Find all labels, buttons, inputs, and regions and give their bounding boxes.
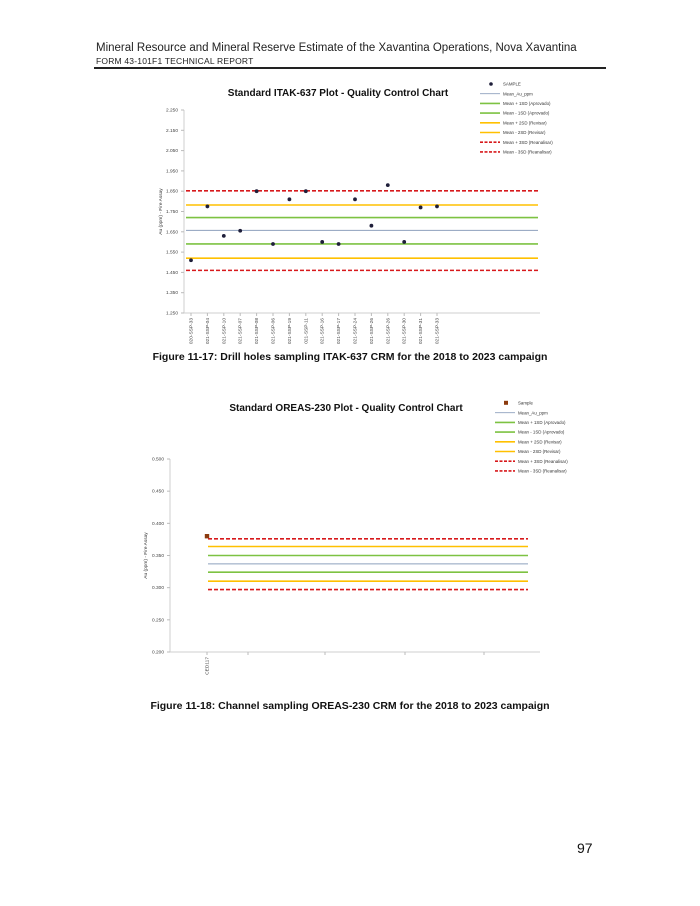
figure-11-18-caption: Figure 11-18: Channel sampling OREAS-230 CRM for the 2018 to 2023 campaign <box>150 700 550 712</box>
legend-label: Mean - 3SD (Reanalisar) <box>518 468 567 474</box>
y-tick-label: 0.250 <box>151 618 164 624</box>
x-tick-label: 021-SSP-04 <box>205 318 211 345</box>
x-tick-label: CED117 <box>205 657 211 675</box>
page-number: 97 <box>577 840 593 856</box>
y-tick-label: 1.750 <box>165 210 178 215</box>
legend-label: SAMPLE <box>503 81 521 87</box>
y-tick-label: 0.350 <box>151 554 164 559</box>
y-tick-label: 0.200 <box>151 650 164 656</box>
x-tick-label: 021-SSP-17 <box>337 318 343 345</box>
legend-label: Sample <box>518 400 533 406</box>
legend-label: Mean + 1SD (Aprovado) <box>503 101 551 106</box>
sample-point <box>205 534 209 538</box>
x-tick-label: 021-SSP-11 <box>304 318 310 344</box>
legend-label: Mean - 2SD (Revisar) <box>518 449 561 455</box>
x-tick-label: 021-SSP-08 <box>255 318 261 345</box>
legend-label: Mean - 2SD (Revisar) <box>503 130 546 136</box>
x-tick-label: 021-SSP-30 <box>402 318 408 345</box>
x-tick-label: 021-SSP-24 <box>353 318 359 345</box>
y-tick-label: 2.150 <box>165 128 178 134</box>
x-tick-label: 021-SSP-31 <box>419 318 425 345</box>
x-tick-label: 021-SSP-10 <box>222 318 228 345</box>
legend-label: Mean_Au_ppm <box>503 91 533 97</box>
report-title: Mineral Resource and Mineral Reserve Estimate of the Xavantina Operations, Nova Xavantina <box>96 42 577 54</box>
y-tick-label: 0.500 <box>151 457 164 463</box>
x-tick-label: 021-SSP-07 <box>238 318 244 345</box>
legend-label: Mean - 1SD (Aprovado) <box>503 110 550 116</box>
x-tick-label: 021-SSP-26 <box>386 318 392 345</box>
legend-label: Mean - 3SD (Reanalisar) <box>503 149 552 155</box>
chart-title: Standard ITAK-637 Plot - Quality Control Chart <box>227 88 449 99</box>
x-tick-label: 021-SSP-19 <box>287 318 293 345</box>
legend-label: Mean + 2SD (Revisar) <box>518 439 562 445</box>
x-tick-label: 021-SSP-26 <box>369 318 375 345</box>
y-tick-label: 1.850 <box>165 189 178 195</box>
legend-label: Mean + 1SD (Aprovado) <box>518 420 566 425</box>
report-subtitle: FORM 43-101F1 TECHNICAL REPORT <box>96 56 254 66</box>
legend-label: Mean + 3SD (Reanalisar) <box>503 139 553 145</box>
figure-11-17-caption: Figure 11-17: Drill holes sampling ITAK-637 CRM for the 2018 to 2023 campaign <box>152 351 548 363</box>
y-tick-label: 2.050 <box>165 149 178 155</box>
legend-label: Mean - 1SD (Aprovado) <box>518 429 565 435</box>
y-tick-label: 2.250 <box>165 108 178 114</box>
y-tick-label: 0.450 <box>151 489 164 495</box>
legend-label: Mean + 2SD (Revisar) <box>503 120 547 126</box>
y-axis-label: Au (ppm) - Fire Assay <box>144 532 149 579</box>
y-tick-label: 1.950 <box>165 169 178 175</box>
y-tick-label: 0.400 <box>151 521 164 527</box>
x-tick-label: 020-SSP-33 <box>189 318 195 345</box>
chart-title: Standard OREAS-230 Plot - Quality Control Chart <box>229 403 463 414</box>
y-tick-label: 1.250 <box>165 311 178 317</box>
x-tick-label: 021-SSP-06 <box>271 318 277 345</box>
x-tick-label: 021-SSP-16 <box>320 318 326 345</box>
x-tick-label: 021-SSP-33 <box>435 318 441 345</box>
y-tick-label: 1.450 <box>165 270 178 276</box>
y-tick-label: 1.650 <box>165 230 178 236</box>
y-tick-label: 1.550 <box>165 250 178 256</box>
legend-label: Mean_Au_ppm <box>518 410 548 416</box>
y-axis-label: Au (ppm) - Fire Assay <box>159 188 164 235</box>
y-tick-label: 1.350 <box>165 291 178 297</box>
legend-marker <box>504 401 508 405</box>
legend-label: Mean + 3SD (Reanalisar) <box>518 458 568 464</box>
y-tick-label: 0.300 <box>151 586 164 592</box>
